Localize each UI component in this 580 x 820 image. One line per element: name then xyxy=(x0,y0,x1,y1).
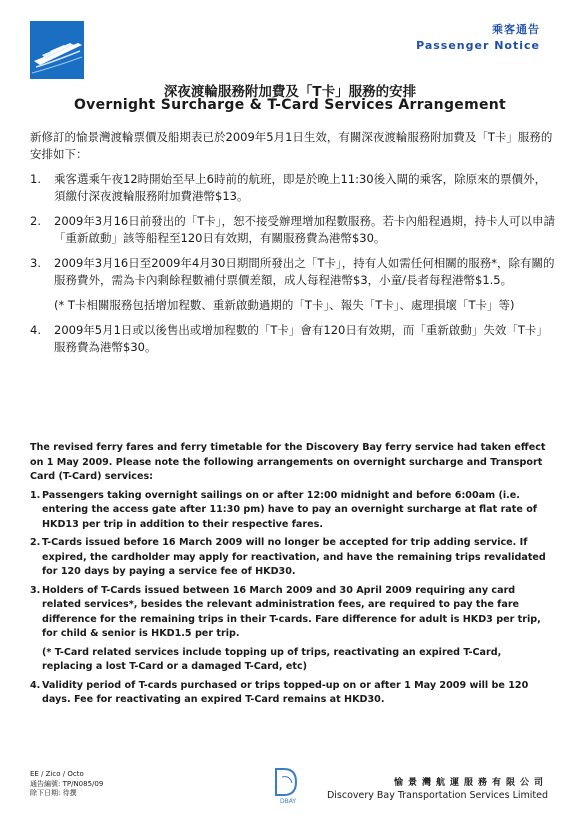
item-number: 4. xyxy=(30,679,41,691)
passenger-notice-header xyxy=(416,21,540,52)
company-name-zh: 愉景灣航運服務有限公司 xyxy=(393,778,548,788)
list-item xyxy=(30,584,555,642)
company-info xyxy=(327,775,548,801)
chinese-list xyxy=(30,171,555,289)
notice-zh: 乘客通告 xyxy=(492,23,540,36)
list-item xyxy=(30,171,555,205)
item-number: 1. xyxy=(30,489,41,501)
brand-text: DBAY xyxy=(279,798,297,805)
item-text: 乘客選乘午夜12時開始至早上6時前的航班，即是於晚上11:30後入閘的乘客，除原來的票價外，須繳付深夜渡輪服務附加費港幣$13。 xyxy=(54,172,547,203)
item-text: 2009年3月16日至2009年4月30日期間所發出之「T卡」，持有人如需任何相關的服務*，除有關的服務費外，需為卡內剩餘程數補付票價差額，成人每程港幣$3，小童/長者每程港幣$1.5。 xyxy=(54,256,555,287)
item-text: Validity period of T-cards purchased or trips topped-up on or after 1 May 2009 will be 120 days. Fee for reactivating an expired T-Card remains at HKD30. xyxy=(42,679,529,705)
notice-en: Passenger Notice xyxy=(416,39,540,52)
item-number: 2. xyxy=(30,537,41,548)
english-note: (* T-Card related services include topping up of trips, reactivating an expired T-Card, replacing a lost T-Card or a damaged T-Card, etc) xyxy=(42,646,502,672)
chinese-note: (* T卡相關服務包括增加程數、重新啟動過期的「T卡」、報失「T卡」、處理損壞「T卡」等) xyxy=(54,298,515,312)
ferry-icon xyxy=(30,21,84,79)
dbay-icon xyxy=(270,765,306,805)
item-number: 2. xyxy=(30,214,41,228)
item-text: T-Cards issued before 16 March 2009 will no longer be accepted for trip adding service. If expired, the cardholder may apply for reactivation, and have the remaining trips revalidated for 120 days by paying a service fee of HKD30. xyxy=(42,537,546,577)
list-item xyxy=(30,679,555,708)
list-item xyxy=(30,213,555,247)
english-list-cont xyxy=(30,679,555,708)
chinese-section xyxy=(30,129,555,364)
reference-info xyxy=(30,770,103,799)
dbay-logo xyxy=(270,765,306,805)
list-item xyxy=(30,255,555,289)
ref-line: 除下日期: 待撰 xyxy=(30,789,77,797)
item-number: 3. xyxy=(30,584,41,596)
item-text: Passengers taking overnight sailings on or after 12:00 midnight and before 6:00am (i.e. entering the access gate after 11:30 pm) have to pay an overnight surcharge at flat rate of HKD13 per trip in addition to their respective fares. xyxy=(42,489,537,530)
ref-line: EE / Zico / Octo xyxy=(30,770,84,778)
item-number: 1. xyxy=(30,172,41,186)
english-section xyxy=(30,441,555,712)
item-text: Holders of T-Cards issued between 16 March 2009 and 30 April 2009 requiring any card related services*, besides the relevant administration fees, are required to pay the fare difference for the remaining trips in their T-cards. Fare difference for adult is HKD3 per trip, for child & senior is HKD1.5 per trip. xyxy=(42,584,541,639)
ref-line: 通告編號: TP/N085/09 xyxy=(30,779,104,788)
list-item xyxy=(30,536,555,580)
item-text: 2009年5月1日或以後售出或增加程數的「T卡」會有120日有效期，而「重新啟動」失效「T卡」服務費為港幣$30。 xyxy=(54,323,548,354)
page-title-zh: 深夜渡輪服務附加費及「T卡」服務的安排 xyxy=(163,84,417,100)
chinese-intro: 新修訂的愉景灣渡輪票價及船期表已於2009年5月1日生效，有關深夜渡輪服務附加費及「T卡」服務的安排如下： xyxy=(30,130,553,161)
item-text: 2009年3月16日前發出的「T卡」，恕不接受辦理增加程數服務。若卡內船程過期，持卡人可以申請「重新啟動」該等船程至120日有效期，有關服務費為港幣$30。 xyxy=(54,214,555,245)
item-number: 3. xyxy=(30,256,41,270)
list-item xyxy=(30,322,555,356)
item-number: 4. xyxy=(30,323,41,337)
chinese-list-cont xyxy=(30,322,555,356)
company-name-en: Discovery Bay Transportation Services Limited xyxy=(326,790,548,801)
english-list xyxy=(30,489,555,642)
ferry-logo xyxy=(30,21,84,79)
page-title-en: Overnight Surcharge & T-Card Services Arrangement xyxy=(73,97,507,113)
english-intro: The revised ferry fares and ferry timetable for the Discovery Bay ferry service had taken effect on 1 May 2009. Please note the following arrangements on overnight surcharge and Transport Card (T-Card) services: xyxy=(30,442,546,482)
list-item xyxy=(30,489,555,533)
